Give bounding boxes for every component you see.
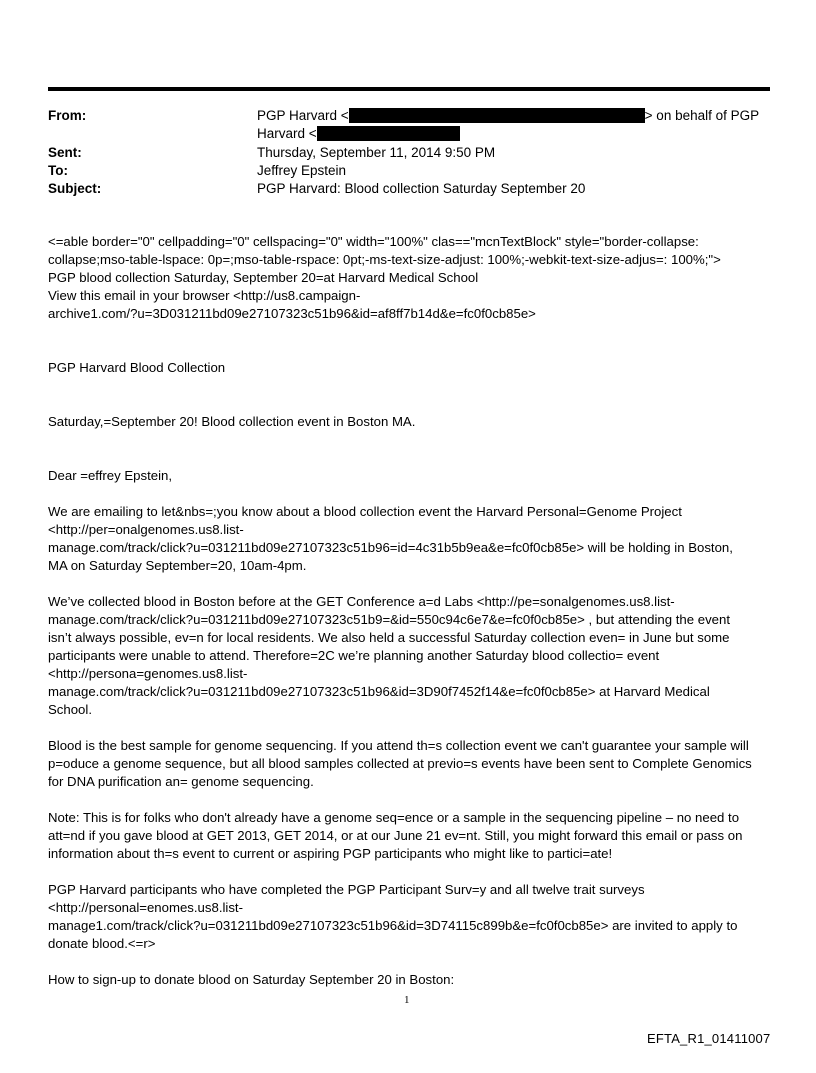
paragraph-line: Note: This is for folks who don't already have a genome seq=ence or a sample in the sequencing pipeline – no need to	[48, 810, 740, 825]
browser-link-line: archive1.com/?u=3D031211bd09e27107323c51b96&id=af8ff7b14d&e=fc0f0cb85e>	[48, 306, 536, 321]
from-value-line2	[257, 125, 460, 143]
redaction-block	[317, 126, 460, 141]
paragraph-line: att=nd if you gave blood at GET 2013, GET 2014, or at our June 21 ev=nt. Still, you might forward this email or pass on	[48, 828, 743, 843]
paragraph-line: manage.com/track/click?u=031211bd09e27107323c51b96=id=4c31b5b9ea&e=fc0f0cb85e> will be holding in Boston,	[48, 540, 733, 555]
paragraph-line: p=oduce a genome sequence, but all blood samples collected at previo=s events have been sent to Complete Genomics	[48, 756, 752, 771]
from-name-prefix: PGP Harvard <	[257, 108, 349, 123]
paragraph-line: We are emailing to let&nbs=;you know about a blood collection event the Harvard Personal=Genome Project	[48, 504, 682, 519]
greeting: Dear =effrey Epstein,	[48, 468, 173, 483]
paragraph-line: information about th=s event to current or aspiring PGP participants who might like to partici=ate!	[48, 846, 613, 861]
paragraph-line: participants were unable to attend. Therefore=2C we’re planning another Saturday blood collectio= event	[48, 648, 660, 663]
to-value: Jeffrey Epstein	[257, 163, 347, 178]
paragraph-history	[48, 593, 773, 719]
paragraph-line: <http://personal=enomes.us8.list-	[48, 900, 243, 915]
paragraph-line: We’ve collected blood in Boston before at the GET Conference a=d Labs <http://pe=sonalgenomes.us8.list-	[48, 594, 675, 609]
paragraph-line: donate blood.<=r>	[48, 936, 156, 951]
from-value-line1	[257, 107, 759, 125]
from-behalf-suffix: > on behalf of PGP	[644, 108, 760, 123]
bates-number: EFTA_R1_01411007	[647, 1031, 771, 1046]
paragraph-intro	[48, 503, 773, 575]
paragraph-note	[48, 809, 773, 863]
paragraph-line: isn’t always possible, ev=n for local residents. We also held a successful Saturday collection even= in June but some	[48, 630, 730, 645]
paragraph-sample	[48, 737, 773, 791]
paragraph-line: PGP Harvard participants who have completed the PGP Participant Surv=y and all twelve trait surveys	[48, 882, 645, 897]
signup-line: How to sign-up to donate blood on Saturday September 20 in Boston:	[48, 972, 455, 987]
paragraph-line: MA on Saturday September=20, 10am-4pm.	[48, 558, 307, 573]
paragraph-eligibility	[48, 881, 773, 953]
page-number: 1	[404, 994, 410, 1006]
sent-label: Sent:	[48, 145, 82, 160]
paragraph-line: manage.com/track/click?u=031211bd09e27107323c51b96&id=3D90f7452f14&e=fc0f0cb85e> at Harvard Medical	[48, 684, 710, 699]
to-label: To:	[48, 163, 68, 178]
html-fragment-line: <=able border="0" cellpadding="0" cellspacing="0" width="100%" clas=="mcnTextBlock" style="border-collapse:	[48, 234, 699, 249]
paragraph-line: Blood is the best sample for genome sequencing. If you attend th=s collection event we can't guarantee your sample will	[48, 738, 749, 753]
from-name-line2: Harvard <	[257, 126, 317, 141]
subject-label: Subject:	[48, 181, 102, 196]
html-fragment-block	[48, 233, 773, 323]
html-fragment-line: collapse;mso-table-lspace: 0p=;mso-table-rspace: 0pt;-ms-text-size-adjust: 100%;-webkit-text-size-adjus=: 100%;">	[48, 252, 721, 267]
subject-value: PGP Harvard: Blood collection Saturday September 20	[257, 181, 586, 196]
sent-value: Thursday, September 11, 2014 9:50 PM	[257, 145, 496, 160]
browser-link-line: View this email in your browser <http://us8.campaign-	[48, 288, 361, 303]
paragraph-line: manage.com/track/click?u=031211bd09e27107323c51b9=&id=550c94c6e7&e=fc0f0cb85e> , but attending the event	[48, 612, 731, 627]
paragraph-line: manage1.com/track/click?u=031211bd09e27107323c51b96&id=3D74115c899b&e=fc0f0cb85e> are invited to apply to	[48, 918, 738, 933]
header-rule	[48, 87, 770, 91]
body-heading: PGP Harvard Blood Collection	[48, 360, 226, 375]
html-fragment-line: PGP blood collection Saturday, September 20=at Harvard Medical School	[48, 270, 479, 285]
event-line: Saturday,=September 20! Blood collection event in Boston MA.	[48, 414, 416, 429]
redaction-block	[349, 108, 645, 123]
from-label: From:	[48, 108, 87, 123]
paragraph-line: <http://per=onalgenomes.us8.list-	[48, 522, 244, 537]
paragraph-line: for DNA purification an= genome sequencing.	[48, 774, 314, 789]
paragraph-line: <http://persona=genomes.us8.list-	[48, 666, 248, 681]
paragraph-line: School.	[48, 702, 92, 717]
